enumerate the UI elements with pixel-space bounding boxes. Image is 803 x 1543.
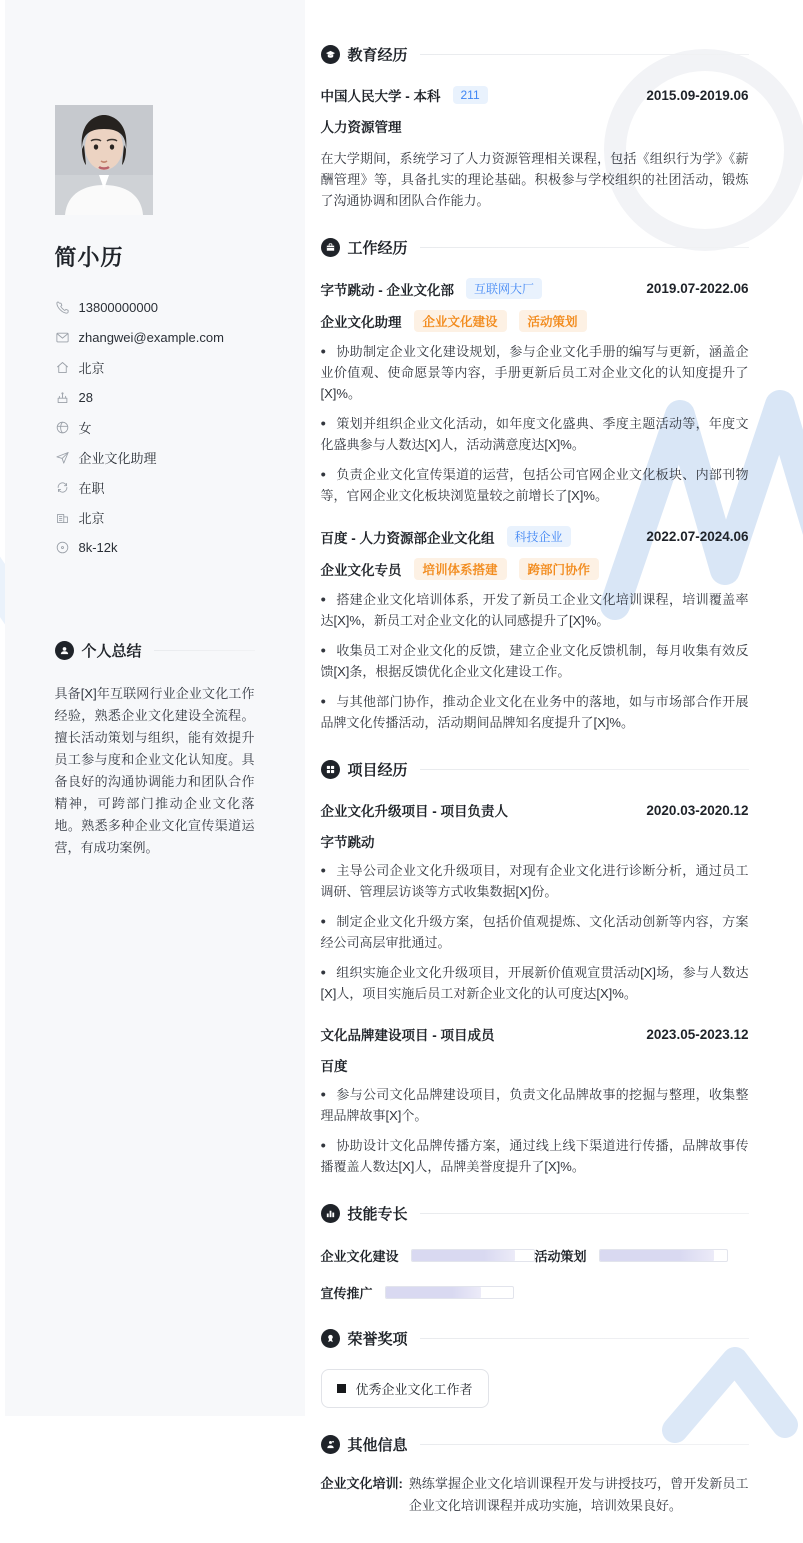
other-title: 其他信息 xyxy=(348,1434,408,1455)
project-name: 文化品牌建设项目 - 项目成员 xyxy=(321,1024,495,1044)
email-icon xyxy=(55,330,70,345)
divider xyxy=(420,1338,749,1339)
honors-container xyxy=(321,1349,749,1408)
honor-label: 优秀企业文化工作者 xyxy=(356,1379,473,1398)
skill-label: 企业文化建设 xyxy=(321,1246,399,1265)
contact-value: 8k-12k xyxy=(79,540,118,555)
job-tag: 培训体系搭建 xyxy=(414,558,507,580)
work-header xyxy=(321,237,749,258)
divider xyxy=(420,54,749,55)
contact-value: 在职 xyxy=(79,478,105,497)
education-entry xyxy=(321,85,749,211)
work-title: 工作经历 xyxy=(348,237,408,258)
skill-bar-fill xyxy=(386,1287,481,1298)
company-badge: 科技企业 xyxy=(507,526,571,547)
divider xyxy=(420,769,749,770)
divider xyxy=(420,1213,749,1214)
age-icon xyxy=(55,390,70,405)
bullet-item: • 协助制定企业文化建设规划，参与企业文化手册的编写与更新，涵盖企业价值观、使命愿景等内容，手册更新后员工对企业文化的认知度提升了[X]%。 xyxy=(321,341,749,404)
phone-icon xyxy=(55,300,70,315)
salary-icon xyxy=(55,540,70,555)
info-person-icon xyxy=(321,1435,340,1454)
projects-section xyxy=(321,759,749,1177)
resume-page xyxy=(5,0,799,1416)
grid-icon xyxy=(321,760,340,779)
skill-bar-track xyxy=(599,1249,728,1262)
skill-label: 宣传推广 xyxy=(321,1283,373,1302)
divider xyxy=(420,1444,749,1445)
contact-item xyxy=(55,532,255,562)
school-name: 中国人民大学 - 本科 xyxy=(321,85,441,105)
other-info-label: 企业文化培训: xyxy=(321,1473,403,1517)
graduation-cap-icon xyxy=(321,45,340,64)
honors-section xyxy=(321,1328,749,1408)
contact-item xyxy=(55,502,255,532)
contact-value: 28 xyxy=(79,390,93,405)
project-date: 2020.03-2020.12 xyxy=(646,803,748,818)
project-org: 百度 xyxy=(321,1055,348,1075)
skill-bar-fill xyxy=(412,1250,516,1261)
projects-header xyxy=(321,759,749,780)
project-entry xyxy=(321,800,749,1004)
home-icon xyxy=(55,360,70,375)
summary-title: 个人总结 xyxy=(82,640,142,661)
job-date: 2019.07-2022.06 xyxy=(646,281,748,296)
skills-grid xyxy=(321,1228,749,1302)
contact-value: 企业文化助理 xyxy=(79,448,157,467)
bullet-item: • 制定企业文化升级方案，包括价值观提炼、文化活动创新等内容，方案经公司高层审批通过。 xyxy=(321,911,749,953)
candidate-name: 简小历 xyxy=(55,241,255,272)
company-name: 百度 - 人力资源部企业文化组 xyxy=(321,527,495,547)
job-date: 2022.07-2024.06 xyxy=(646,529,748,544)
summary-text: 具备[X]年互联网行业企业文化工作经验，熟悉企业文化建设全流程。擅长活动策划与组织，能有效提升员工参与度和企业文化认知度。具备良好的沟通协调能力和团队合作精神，可跨部门推动企业文化落地。熟悉多种企业文化宣传渠道运营，有成功案例。 xyxy=(55,683,255,859)
contact-item xyxy=(55,322,255,352)
skill-item xyxy=(321,1283,535,1302)
contact-item xyxy=(55,412,255,442)
honors-title: 荣誉奖项 xyxy=(348,1328,408,1349)
bullet-item: • 组织实施企业文化升级项目，开展新价值观宣贯活动[X]场，参与人数达[X]人，项目实施后员工对新企业文化的认可度达[X]%。 xyxy=(321,962,749,1004)
education-section xyxy=(321,44,749,211)
jobs-container xyxy=(321,278,749,733)
skill-bar-fill xyxy=(600,1250,714,1261)
project-org: 字节跳动 xyxy=(321,831,375,851)
divider xyxy=(154,650,255,651)
bullet-item: • 收集员工对企业文化的反馈，建立企业文化反馈机制，每月收集有效反馈[X]条，根据反馈优化企业文化建设工作。 xyxy=(321,640,749,682)
company-badge: 互联网大厂 xyxy=(466,278,542,299)
major-name: 人力资源管理 xyxy=(321,116,402,136)
status-icon xyxy=(55,480,70,495)
briefcase-icon xyxy=(321,238,340,257)
medal-icon xyxy=(321,1329,340,1348)
contact-item xyxy=(55,292,255,322)
sidebar xyxy=(5,0,305,1416)
city-icon xyxy=(55,510,70,525)
contact-item xyxy=(55,382,255,412)
skills-title: 技能专长 xyxy=(348,1203,408,1224)
honors-header xyxy=(321,1328,749,1349)
education-title: 教育经历 xyxy=(348,44,408,65)
summary-section xyxy=(55,640,255,859)
job-role: 企业文化专员 xyxy=(321,559,402,579)
contact-value: 北京 xyxy=(79,358,105,377)
profile-photo xyxy=(55,105,153,215)
bullet-item: • 主导公司企业文化升级项目，对现有企业文化进行诊断分析，通过员工调研、管理层访谈等方式收集数据[X]份。 xyxy=(321,860,749,902)
person-icon xyxy=(55,641,74,660)
job-entry xyxy=(321,526,749,733)
job-tag: 企业文化建设 xyxy=(414,310,507,332)
education-header xyxy=(321,44,749,65)
contact-item xyxy=(55,442,255,472)
company-name: 字节跳动 - 企业文化部 xyxy=(321,279,455,299)
job-tag: 活动策划 xyxy=(519,310,587,332)
bar-chart-icon xyxy=(321,1204,340,1223)
other-info-row xyxy=(321,1473,749,1517)
job-entry xyxy=(321,278,749,506)
bullet-item: • 负责企业文化宣传渠道的运营，包括公司官网企业文化板块、内部刊物等，官网企业文化板块浏览量较之前增长了[X]%。 xyxy=(321,464,749,506)
contact-value: zhangwei@example.com xyxy=(79,330,224,345)
contact-list xyxy=(55,292,255,562)
square-bullet-icon xyxy=(337,1384,346,1393)
school-badge: 211 xyxy=(453,86,488,104)
education-desc: 在大学期间，系统学习了人力资源管理相关课程，包括《组织行为学》《薪酬管理》等，具备扎实的理论基础。积极参与学校组织的社团活动，锻炼了沟通协调和团队合作能力。 xyxy=(321,148,749,211)
projects-container xyxy=(321,800,749,1177)
project-entry xyxy=(321,1024,749,1177)
skill-bar-track xyxy=(411,1249,535,1262)
position-icon xyxy=(55,450,70,465)
skill-item xyxy=(321,1246,535,1265)
job-role: 企业文化助理 xyxy=(321,311,402,331)
bullet-item: • 搭建企业文化培训体系，开发了新员工企业文化培训课程，培训覆盖率达[X]%，新员工对企业文化的认同感提升了[X]%。 xyxy=(321,589,749,631)
other-info-text: 熟练掌握企业文化培训课程开发与讲授技巧，曾开发新员工企业文化培训课程并成功实施，培训效果良好。 xyxy=(409,1473,749,1517)
education-date: 2015.09-2019.06 xyxy=(646,88,748,103)
bullet-item: • 与其他部门协作，推动企业文化在业务中的落地，如与市场部合作开展品牌文化传播活动，活动期间品牌知名度提升了[X]%。 xyxy=(321,691,749,733)
bullet-item: • 协助设计文化品牌传播方案，通过线上线下渠道进行传播，品牌故事传播覆盖人数达[X]人，品牌美誉度提升了[X]%。 xyxy=(321,1135,749,1177)
bullet-item: • 策划并组织企业文化活动，如年度文化盛典、季度主题活动等，年度文化盛典参与人数达[X]人，活动满意度达[X]%。 xyxy=(321,413,749,455)
skill-bar-track xyxy=(385,1286,514,1299)
project-name: 企业文化升级项目 - 项目负责人 xyxy=(321,800,509,820)
contact-item xyxy=(55,352,255,382)
skill-item xyxy=(535,1246,749,1265)
job-tag: 跨部门协作 xyxy=(519,558,600,580)
contact-value: 北京 xyxy=(79,508,105,527)
summary-header xyxy=(55,640,255,661)
contact-value: 女 xyxy=(79,418,92,437)
main-content xyxy=(305,0,799,1543)
gender-icon xyxy=(55,420,70,435)
work-section xyxy=(321,237,749,733)
skill-label: 活动策划 xyxy=(535,1246,587,1265)
projects-title: 项目经历 xyxy=(348,759,408,780)
skills-section xyxy=(321,1203,749,1302)
other-section xyxy=(321,1434,749,1517)
project-date: 2023.05-2023.12 xyxy=(646,1027,748,1042)
bullet-item: • 参与公司文化品牌建设项目，负责文化品牌故事的挖掘与整理，收集整理品牌故事[X]个。 xyxy=(321,1084,749,1126)
honor-chip xyxy=(321,1369,489,1408)
contact-item xyxy=(55,472,255,502)
skills-header xyxy=(321,1203,749,1224)
other-header xyxy=(321,1434,749,1455)
contact-value: 13800000000 xyxy=(79,300,159,315)
divider xyxy=(420,247,749,248)
